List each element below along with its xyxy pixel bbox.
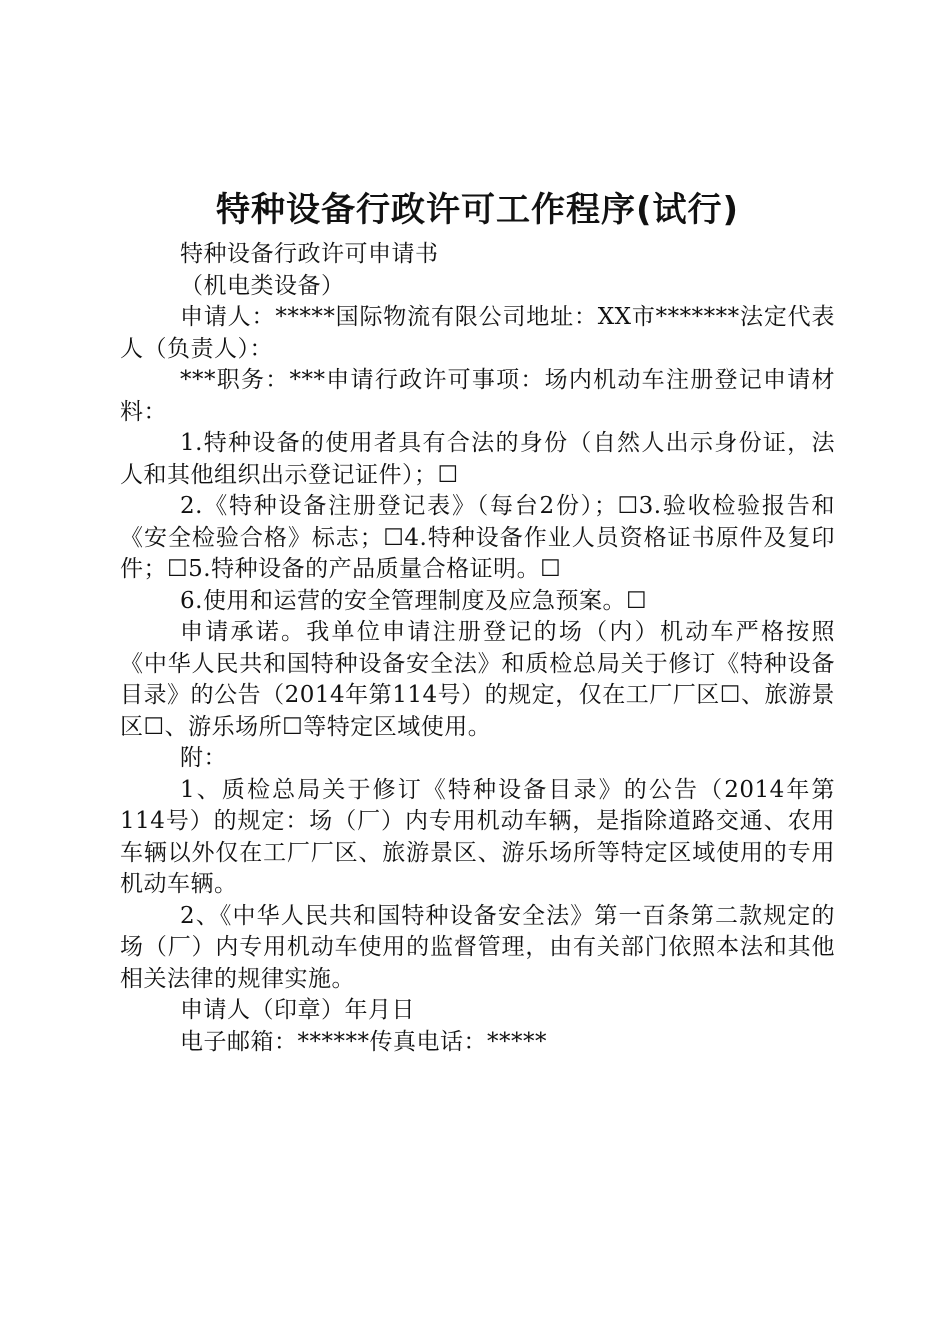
- application-commitment: 申请承诺。我单位申请注册登记的场（内）机动车严格按照《中华人民共和国特种设备安全法》和质检总局关于修订《特种设备目录》的公告（2014年第114号）的规定，仅在工厂厂区☐、旅游景区☐、游乐场所☐等特定区域使用。: [120, 619, 835, 740]
- signature-line: 申请人（印章）年月日: [180, 997, 415, 1023]
- form-name: 特种设备行政许可申请书: [180, 241, 439, 267]
- contact-line: 电子邮箱：******传真电话：*****: [180, 1028, 547, 1055]
- material-item-1: 1.特种设备的使用者具有合法的身份（自然人出示身份证，法人和其他组织出示登记证件）；☐: [120, 430, 835, 488]
- appendix-item-1: 1、质检总局关于修订《特种设备目录》的公告（2014年第114号）的规定：场（厂）内专用机动车辆，是指除道路交通、农用车辆以外仅在工厂厂区、旅游景区、游乐场所等特定区域使用的专用机动车辆。: [120, 776, 835, 897]
- application-item: ***职务：***申请行政许可事项：场内机动车注册登记申请材料：: [120, 367, 835, 425]
- material-item-6: 6.使用和运营的安全管理制度及应急预案。☐: [180, 587, 648, 614]
- document-title: 特种设备行政许可工作程序(试行): [215, 190, 740, 230]
- applicant-info: 申请人：*****国际物流有限公司地址：XX市*******法定代表人（负责人）：: [120, 304, 835, 362]
- equipment-category: （机电类设备）: [180, 272, 345, 299]
- appendix-heading: 附：: [180, 745, 227, 771]
- material-items-2-5: 2.《特种设备注册登记表》（每台2份）；☐3.验收检验报告和《安全检验合格》标志；☐4.特种设备作业人员资格证书原件及复印件；☐5.特种设备的产品质量合格证明。☐: [120, 493, 835, 582]
- document-page: [120, 183, 835, 1058]
- appendix-item-2: 2、《中华人民共和国特种设备安全法》第一百条第二款规定的场（厂）内专用机动车使用的监督管理，由有关部门依照本法和其他相关法律的规律实施。: [120, 902, 835, 992]
